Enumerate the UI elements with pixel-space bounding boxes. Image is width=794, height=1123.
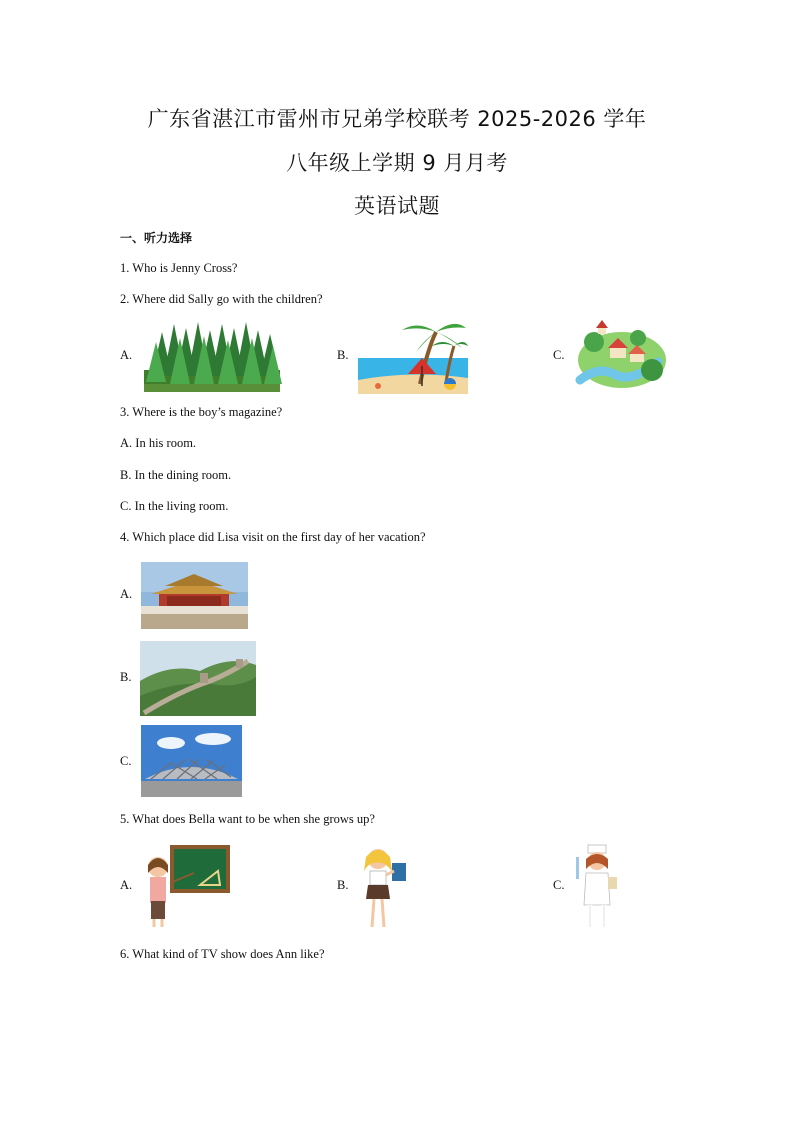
q2-option-a-label: A. (120, 348, 133, 362)
q3-option-a: A. In his room. (120, 436, 197, 450)
question-5: 5. What does Bella want to be when she grows up? (120, 812, 375, 826)
q3-option-c: C. In the living room. (120, 499, 229, 513)
q5-option-c-label: C. (553, 878, 565, 892)
exam-title-line3: 英语试题 (354, 194, 440, 218)
section-title: 一、听力选择 (120, 231, 193, 245)
beach-icon (358, 318, 468, 396)
q4-option-b-label: B. (120, 670, 132, 684)
great-wall-photo (140, 641, 256, 716)
exam-title-line1: 广东省湛江市雷州市兄弟学校联考 2025-2026 学年 (147, 107, 647, 131)
question-6: 6. What kind of TV show does Ann like? (120, 947, 325, 961)
q5-option-b-label: B. (337, 878, 349, 892)
student-girl-icon (356, 843, 410, 931)
teacher-icon (140, 843, 232, 929)
birds-nest-stadium-photo (141, 725, 242, 797)
nurse-icon (574, 843, 620, 931)
q2-option-c-label: C. (553, 348, 565, 362)
question-2: 2. Where did Sally go with the children? (120, 292, 323, 306)
question-1: 1. Who is Jenny Cross? (120, 261, 238, 275)
question-3: 3. Where is the boy’s magazine? (120, 405, 283, 419)
q5-option-a-label: A. (120, 878, 133, 892)
exam-title-line2: 八年级上学期 9 月月考 (286, 151, 508, 175)
forbidden-city-photo (141, 562, 248, 629)
village-icon (574, 318, 670, 392)
q4-option-a-label: A. (120, 587, 133, 601)
question-4: 4. Which place did Lisa visit on the first day of her vacation? (120, 530, 426, 544)
q2-option-b-label: B. (337, 348, 349, 362)
q4-option-c-label: C. (120, 754, 132, 768)
q3-option-b: B. In the dining room. (120, 468, 232, 482)
forest-icon (142, 318, 282, 394)
